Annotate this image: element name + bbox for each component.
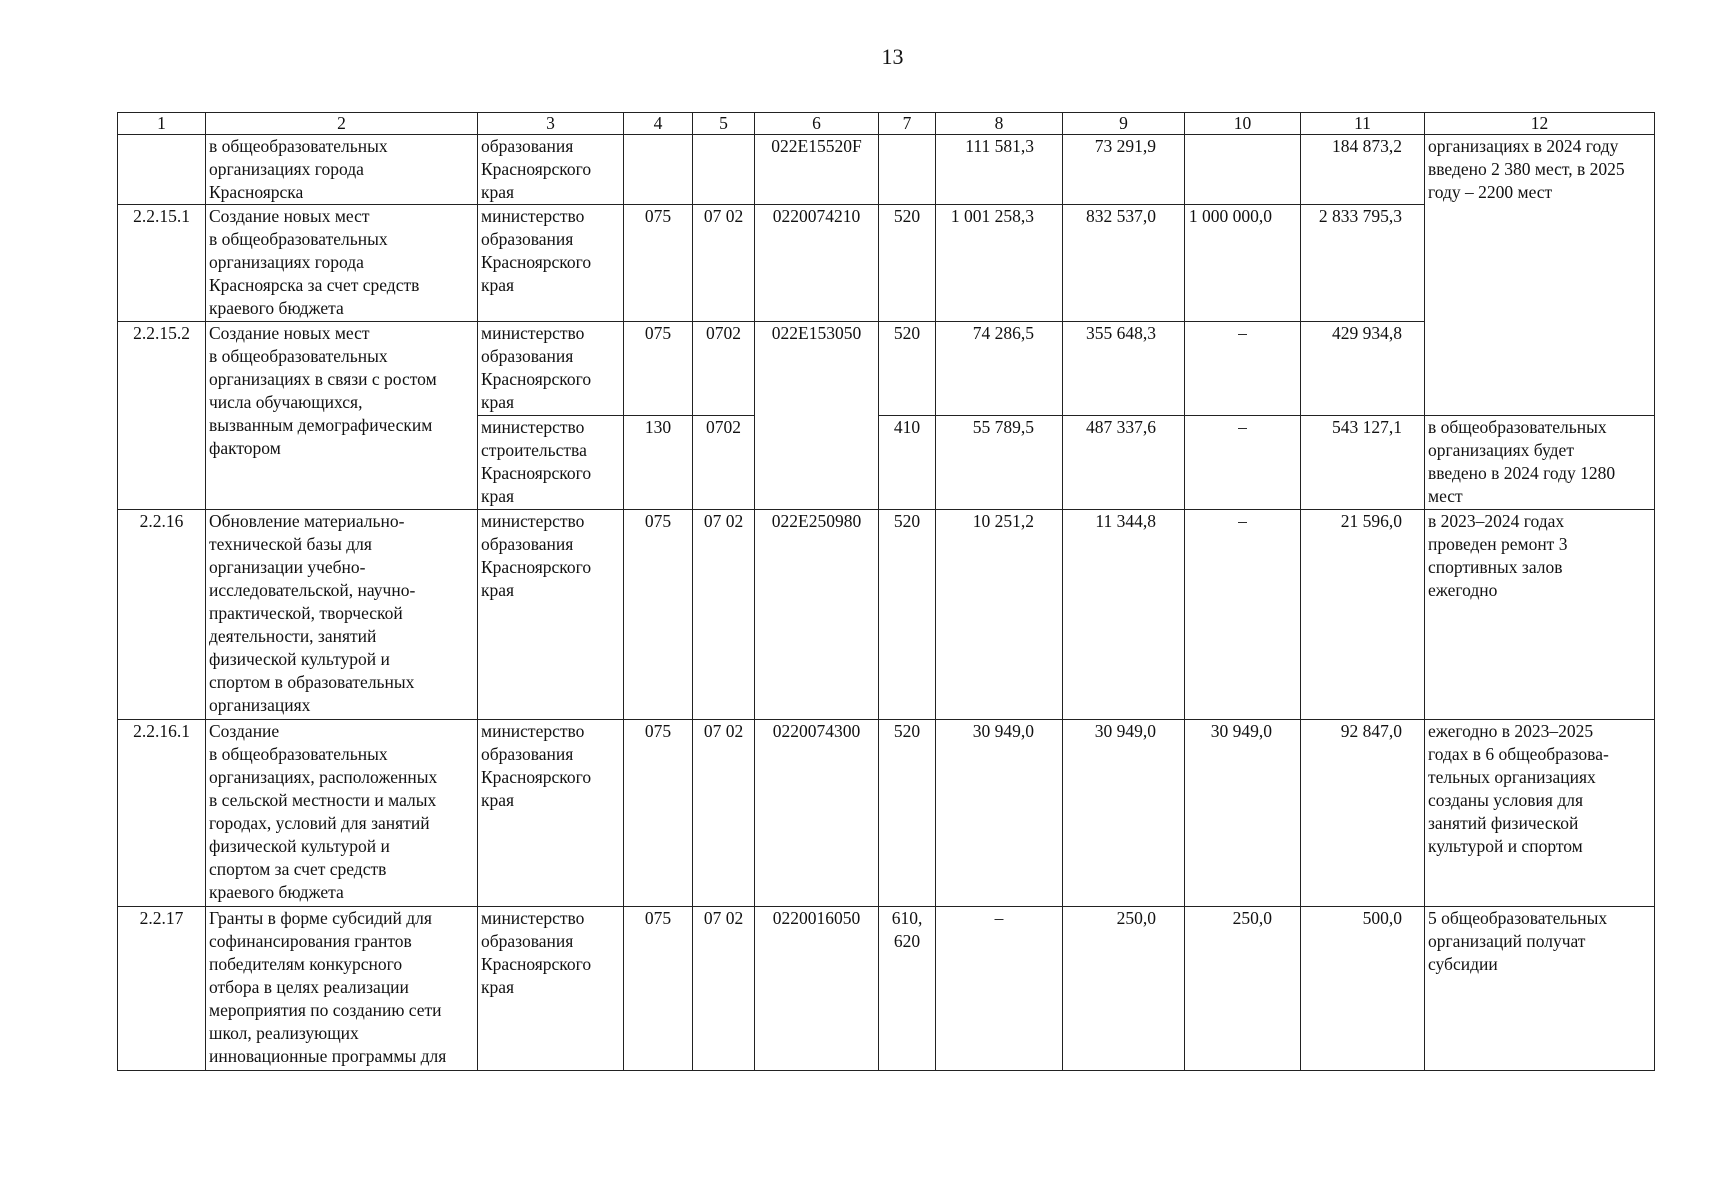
section-code: 07 02 bbox=[693, 907, 755, 1071]
column-number: 1 bbox=[118, 113, 206, 135]
table-row-continuation bbox=[118, 135, 1655, 205]
amount-2024: 73 291,9 bbox=[1063, 135, 1185, 205]
expense-type-code: 520 bbox=[879, 510, 936, 720]
column-number: 3 bbox=[478, 113, 624, 135]
amount-2024: 250,0 bbox=[1063, 907, 1185, 1071]
amount-2023: 30 949,0 bbox=[936, 720, 1063, 907]
amount-2024: 11 344,8 bbox=[1063, 510, 1185, 720]
grbs-code: 075 bbox=[624, 322, 693, 416]
table-row bbox=[118, 510, 1655, 720]
column-number: 5 bbox=[693, 113, 755, 135]
amount-2023: 74 286,5 bbox=[936, 322, 1063, 416]
responsible-body: министерство образования Красноярского края bbox=[478, 510, 624, 720]
section-code: 0702 bbox=[693, 322, 755, 416]
grbs-code bbox=[624, 135, 693, 205]
column-number: 11 bbox=[1301, 113, 1425, 135]
amount-2024: 355 648,3 bbox=[1063, 322, 1185, 416]
amount-2025 bbox=[1185, 135, 1301, 205]
measure-name: Создание новых мест в общеобразовательных организациях города Красноярска за счет средств краевого бюджета bbox=[206, 205, 478, 322]
row-number: 2.2.15.2 bbox=[118, 322, 206, 510]
amount-total: 543 127,1 bbox=[1301, 416, 1425, 510]
grbs-code: 130 bbox=[624, 416, 693, 510]
row-number: 2.2.16 bbox=[118, 510, 206, 720]
table-row bbox=[118, 205, 1655, 322]
amount-2025: 1 000 000,0 bbox=[1185, 205, 1301, 322]
page-number: 13 bbox=[881, 44, 904, 69]
section-code: 07 02 bbox=[693, 510, 755, 720]
amount-2025: 30 949,0 bbox=[1185, 720, 1301, 907]
amount-2023: 55 789,5 bbox=[936, 416, 1063, 510]
grbs-code: 075 bbox=[624, 205, 693, 322]
column-number: 10 bbox=[1185, 113, 1301, 135]
row-number: 2.2.15.1 bbox=[118, 205, 206, 322]
responsible-body: министерство образования Красноярского края bbox=[478, 322, 624, 416]
responsible-body: министерство образования Красноярского края bbox=[478, 205, 624, 322]
grbs-code: 075 bbox=[624, 720, 693, 907]
section-code: 07 02 bbox=[693, 205, 755, 322]
target-article-code: 0220074300 bbox=[755, 720, 879, 907]
column-number: 12 bbox=[1425, 113, 1655, 135]
responsible-body: министерство строительства Красноярского края bbox=[478, 416, 624, 510]
grbs-code: 075 bbox=[624, 510, 693, 720]
expense-type-code: 410 bbox=[879, 416, 936, 510]
target-article-code: 0220074210 bbox=[755, 205, 879, 322]
measure-name: в общеобразовательных организациях города Красноярска bbox=[206, 135, 478, 205]
target-article-code: 0220016050 bbox=[755, 907, 879, 1071]
expected-result: в 2023–2024 годах проведен ремонт 3 спортивных залов ежегодно bbox=[1425, 510, 1655, 720]
amount-total: 92 847,0 bbox=[1301, 720, 1425, 907]
column-number: 7 bbox=[879, 113, 936, 135]
amount-total: 429 934,8 bbox=[1301, 322, 1425, 416]
amount-total: 184 873,2 bbox=[1301, 135, 1425, 205]
column-number: 4 bbox=[624, 113, 693, 135]
expected-result: 5 общеобразовательных организаций получат субсидии bbox=[1425, 907, 1655, 1071]
row-number: 2.2.16.1 bbox=[118, 720, 206, 907]
responsible-body: министерство образования Красноярского края bbox=[478, 720, 624, 907]
grbs-code: 075 bbox=[624, 907, 693, 1071]
target-article-code: 022Е250980 bbox=[755, 510, 879, 720]
amount-2024: 832 537,0 bbox=[1063, 205, 1185, 322]
table-row bbox=[118, 322, 1655, 416]
amount-2025: – bbox=[1185, 416, 1301, 510]
responsible-body: образования Красноярского края bbox=[478, 135, 624, 205]
amount-2024: 30 949,0 bbox=[1063, 720, 1185, 907]
column-number: 2 bbox=[206, 113, 478, 135]
measure-name: Гранты в форме субсидий для софинансирования грантов победителям конкурсного отбора в целях реализации мероприятия по созданию сети школ, реализующих инновационные программы для bbox=[206, 907, 478, 1071]
amount-total: 500,0 bbox=[1301, 907, 1425, 1071]
expense-type-code: 520 bbox=[879, 720, 936, 907]
amount-2025: – bbox=[1185, 322, 1301, 416]
expected-result: ежегодно в 2023–2025 годах в 6 общеобразова- тельных организациях созданы условия для занятий физической культурой и спортом bbox=[1425, 720, 1655, 907]
target-article-code: 022Е153050 bbox=[755, 322, 879, 510]
expected-result: в общеобразовательных организациях будет введено в 2024 году 1280 мест bbox=[1425, 416, 1655, 510]
budget-table bbox=[117, 112, 1655, 1071]
expense-type-code bbox=[879, 135, 936, 205]
amount-2023: 1 001 258,3 bbox=[936, 205, 1063, 322]
column-number: 8 bbox=[936, 113, 1063, 135]
expense-type-code: 520 bbox=[879, 205, 936, 322]
expense-type-code: 610, 620 bbox=[879, 907, 936, 1071]
amount-2025: – bbox=[1185, 510, 1301, 720]
measure-name: Создание в общеобразовательных организациях, расположенных в сельской местности и малых городах, условий для занятий физической культурой и спортом за счет средств краевого бюджета bbox=[206, 720, 478, 907]
expected-result: организациях в 2024 году введено 2 380 мест, в 2025 году – 2200 мест bbox=[1425, 135, 1655, 416]
column-number: 9 bbox=[1063, 113, 1185, 135]
row-number bbox=[118, 135, 206, 205]
amount-2025: 250,0 bbox=[1185, 907, 1301, 1071]
measure-name: Обновление материально- технической базы для организации учебно- исследовательской, научно- практической, творческой деятельности, занятий физической культурой и спортом в образовательных организациях bbox=[206, 510, 478, 720]
responsible-body: министерство образования Красноярского края bbox=[478, 907, 624, 1071]
column-number: 6 bbox=[755, 113, 879, 135]
expense-type-code: 520 bbox=[879, 322, 936, 416]
amount-2024: 487 337,6 bbox=[1063, 416, 1185, 510]
table-row bbox=[118, 720, 1655, 907]
section-code: 07 02 bbox=[693, 720, 755, 907]
measure-name: Создание новых мест в общеобразовательных организациях в связи с ростом числа обучающихся, вызванным демографическим фактором bbox=[206, 322, 478, 510]
target-article-code: 022Е15520F bbox=[755, 135, 879, 205]
section-code bbox=[693, 135, 755, 205]
row-number: 2.2.17 bbox=[118, 907, 206, 1071]
table-row bbox=[118, 907, 1655, 1071]
amount-total: 2 833 795,3 bbox=[1301, 205, 1425, 322]
amount-2023: – bbox=[936, 907, 1063, 1071]
column-number-row bbox=[118, 113, 1655, 135]
amount-2023: 10 251,2 bbox=[936, 510, 1063, 720]
amount-total: 21 596,0 bbox=[1301, 510, 1425, 720]
section-code: 0702 bbox=[693, 416, 755, 510]
amount-2023: 111 581,3 bbox=[936, 135, 1063, 205]
